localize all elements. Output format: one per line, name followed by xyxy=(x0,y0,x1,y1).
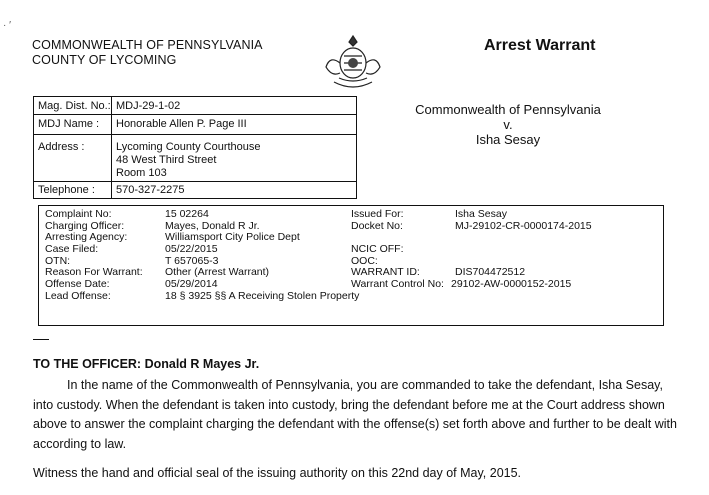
offense-date-value: 05/29/2014 xyxy=(165,278,218,291)
docket-no-label: Docket No: xyxy=(351,219,403,232)
case-filed-label: Case Filed: xyxy=(45,243,99,256)
scan-mark: · ′ xyxy=(3,20,11,31)
mag-dist-value: MDJ-29-1-02 xyxy=(116,100,181,112)
issued-for-label: Issued For: xyxy=(351,208,404,220)
command-paragraph: In the name of the Commonwealth of Pennsylvania, you are commanded to take the defendant, Isha Sesay, into custody. When the defendant is taken into custody, bring the defendant before me at the Court address shown above to answer the complaint charging the defendant with the offense(s) set forth above and further to be dealt with according to law. xyxy=(33,378,677,451)
address-line-2: 48 West Third Street xyxy=(116,154,217,166)
right-values xyxy=(455,209,592,279)
left-labels xyxy=(45,209,143,303)
address-line-1: Lycoming County Courthouse xyxy=(116,141,261,153)
ooc-label: OOC: xyxy=(351,254,378,267)
warrant-control-value: 29102-AW-0000152-2015 xyxy=(451,278,572,291)
arresting-agency-label: Arresting Agency: xyxy=(45,231,128,244)
lead-offense-value: 18 § 3925 §§ A Receiving Stolen Property xyxy=(165,289,360,302)
warrant-control-value-wrap xyxy=(451,279,571,291)
row-divider xyxy=(34,114,356,115)
otn-label: OTN: xyxy=(45,254,71,267)
plaintiff-name: Commonwealth of Pennsylvania xyxy=(415,102,601,117)
mdj-name-label: MDJ Name : xyxy=(38,118,100,130)
lead-offense-label: Lead Offense: xyxy=(45,289,111,302)
section-rule xyxy=(33,339,49,340)
document-title: Arrest Warrant xyxy=(484,37,596,54)
case-caption xyxy=(408,102,608,147)
defendant-name: Isha Sesay xyxy=(475,132,541,147)
offense-date-label: Offense Date: xyxy=(45,278,110,291)
reason-value: Other (Arrest Warrant) xyxy=(165,266,270,279)
row-divider xyxy=(34,181,356,182)
docket-no-value: MJ-29102-CR-0000174-2015 xyxy=(455,219,592,232)
ncic-off-value xyxy=(455,244,592,256)
pennsylvania-seal-icon xyxy=(322,30,384,92)
versus-label: v. xyxy=(503,117,513,132)
address-line-3: Room 103 xyxy=(116,167,167,179)
arresting-agency-value: Williamsport City Police Dept xyxy=(165,231,300,244)
otn-value: T 657065-3 xyxy=(165,254,219,267)
charging-officer-value: Mayes, Donald R Jr. xyxy=(165,219,260,232)
blank-value xyxy=(455,232,592,244)
court-info-box xyxy=(33,96,357,199)
right-labels xyxy=(351,209,444,291)
warrant-id-value: DIS704472512 xyxy=(455,266,526,279)
state-line: COMMONWEALTH OF PENNSYLVANIA xyxy=(32,38,263,52)
officer-line: TO THE OFFICER: Donald R Mayes Jr. xyxy=(33,357,260,371)
case-details-box xyxy=(38,205,664,326)
mag-dist-label: Mag. Dist. No.: xyxy=(38,100,111,112)
telephone-value: 570-327-2275 xyxy=(116,184,185,196)
ncic-off-label: NCIC OFF: xyxy=(351,243,404,256)
telephone-label: Telephone : xyxy=(38,184,95,196)
column-divider xyxy=(111,97,112,198)
row-divider xyxy=(34,134,356,135)
county-line: COUNTY OF LYCOMING xyxy=(32,53,177,67)
address-label: Address : xyxy=(38,141,85,153)
issued-for-value: Isha Sesay xyxy=(455,208,507,220)
jurisdiction-header xyxy=(32,38,263,68)
warrant-id-label: WARRANT ID: xyxy=(351,266,420,279)
charging-officer-label: Charging Officer: xyxy=(45,219,125,232)
case-filed-value: 05/22/2015 xyxy=(165,243,218,256)
mdj-name-value: Honorable Allen P. Page III xyxy=(116,118,247,130)
left-values xyxy=(165,209,359,303)
complaint-no-value: 15 02264 xyxy=(165,208,209,220)
complaint-no-label: Complaint No: xyxy=(45,208,112,220)
reason-label: Reason For Warrant: xyxy=(45,266,143,279)
witness-line: Witness the hand and official seal of the issuing authority on this 22nd day of May, 2015. xyxy=(33,466,522,480)
warrant-control-label: Warrant Control No: xyxy=(351,278,444,291)
